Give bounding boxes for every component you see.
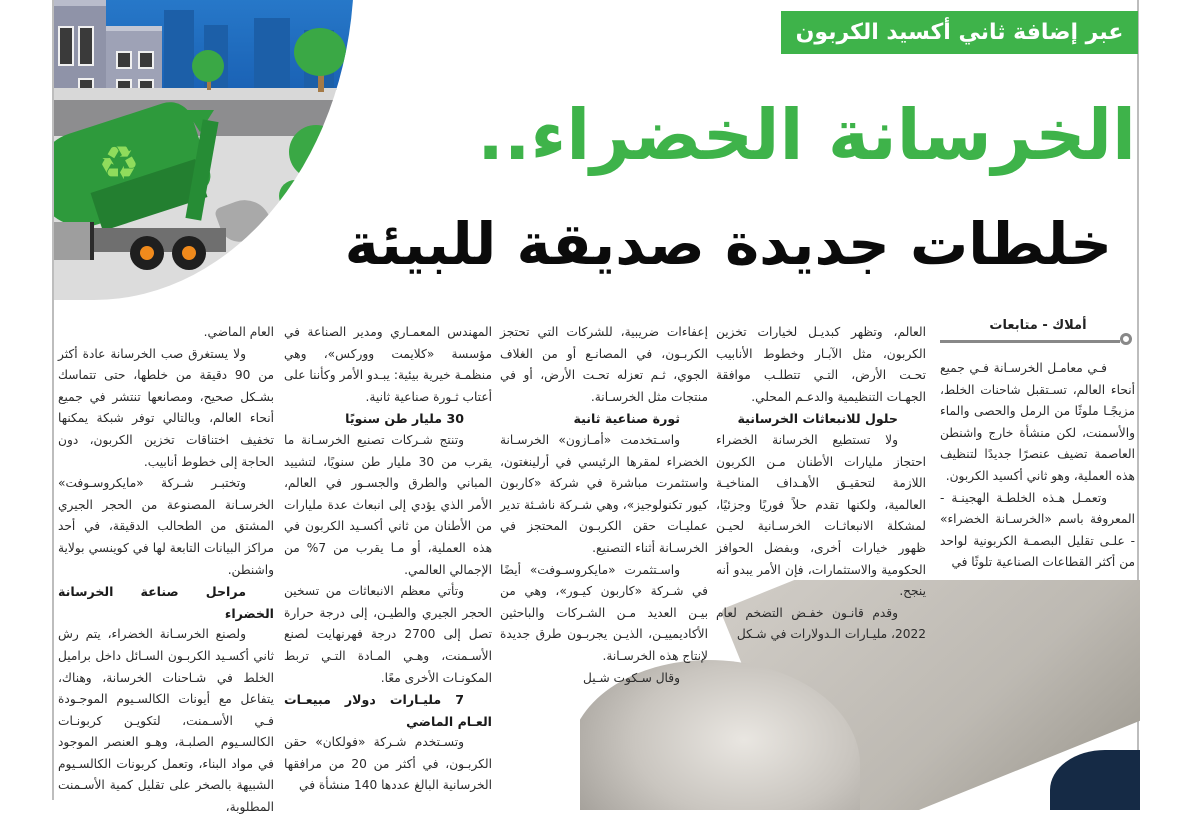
wheel-icon — [172, 236, 206, 270]
paragraph: وتختبـر شـركة «مايكروسـوفت» الخرسـانة المصنوعة من الحجر الجيري المشتق من الطحالب الدقيقة، في أحد مراكز البيانات التابعة لها في كوينسي بولاية واشنطن. — [58, 476, 274, 577]
paragraph: وتسـتخدم شـركة «فولكان» حقن الكربـون، في أكثر من 20 من مرافقها الخرسانية البالغ عددها 140 منشأة في — [284, 735, 492, 793]
tree-icon — [192, 50, 224, 82]
paragraph: المهندس المعمـاري ومدير الصناعة في مؤسسة «كلايمت ووركس»، وهي منظمـة خيرية بيئية: يبـدو الأمر وكأننا على أعتاب ثـورة صناعية ثانية. — [284, 325, 492, 404]
paragraph: وتنتج شـركات تصنيع الخرسـانة ما يقرب من 30 مليار طن سنويًا، لتشييد المباني والطرق والجسـور في العالم، الأمر الذي يؤدي إلى انبعاث عدة مليارات من الأطنان من ثاني أكسـيد الكربون في هذه العملية، أو مـا يقرب من 7% من الإجمالي العالمي. — [284, 432, 493, 577]
skyline-building — [164, 10, 194, 90]
paragraph: وقدم قانـون خفـض التضخم لعام 2022، مليـارات الـدولارات في شـكل — [716, 605, 926, 642]
paragraph: إعفاءات ضريبية، للشركات التي تحتجز الكربـون، في المصانـع أو من الغلاف الجوي، ثـم تعزله تحـت الأرض، أو في منتجات مثل الخرسـانة. — [500, 325, 708, 404]
paragraph: وتعمـل هـذه الخلطـة الهجينـة - المعروفة باسم «الخرسـانة الخضراء» - علـى تقليل البصمـة الكربونية لواحد من أكثر القطاعات الصناعية تلوثًا في — [940, 490, 1135, 570]
kicker-banner: عبر إضافة ثاني أكسيد الكربون — [781, 11, 1138, 54]
article-column-1 — [940, 358, 1135, 574]
article-column-2 — [716, 322, 926, 646]
tree-icon — [294, 28, 346, 76]
paragraph: ولا يستغرق صب الخرسانة عادة أكثر من 90 دقيقة من خلطها، حتى تتماسك بشـكل صحيح، ومصانعها تنتشر في جميع أنحاء العالم، وبالتالي توفر شبكة يمكنها تخفيف اختناقات تخزين الكربون، دون الحاجة إلى خطوط أنابيب. — [58, 346, 274, 469]
paragraph: العالم، وتظهر كبديـل لخيارات تخزين الكربون، مثل الآبـار وخطوط الأنابيب تحـت الأرض، التـي تتطلـب موافقة الجهـات التنظيمية والدعـم المحلي. — [716, 325, 926, 404]
wheel-icon — [130, 236, 164, 270]
paragraph: واسـتثمرت «مايكروسـوفت» أيضًا في شـركة «كاربون كيـور»، وهي من بيـن العديد مـن الشـركات والباحثين الأكاديمييـن، الذيـن يجربـون طرق جديدة لإنتاج هذه الخرسـانة. — [500, 562, 708, 663]
truck-cab — [54, 222, 94, 260]
paragraph: وقال سـكوت شـيل — [582, 670, 680, 685]
tree-icon — [279, 180, 311, 212]
paragraph: ولا تستطيع الخرسانة الخضراء احتجاز مليارات الأطنان مـن الكربون اللازمة لتحقيـق الأهـداف المناخيـة العالمية، ولكنها تقدم حلاً فوريًا وجزئيًا، لمشكلة الانبعاثـات الخرسـانية لحيـن ظهور خيارات أخرى، وبفضل الحوافز الحكومية والاستثمارات، فإن الأمر يبدو أنه ينجح. — [716, 432, 926, 599]
paragraph: العام الماضي. — [203, 325, 274, 339]
article-column-3 — [500, 322, 708, 689]
paragraph: ولصنع الخرسـانة الخضراء، يتم رش ثاني أكسـيد الكربـون السـائل داخل براميل الخلط في شـاحنات الخرسانة، وهناك، يتفاعل مع أيونات الكالسـيوم الموجـودة فـي الأسـمنت، لتكويـن كربونـات الكالسـيوم الصلبـة، وهـو العنصر الموجود في مواد البناء، وتعمل كربونات الكالسـيوم الشبيهة بالصخر على تقليل كمية الأسـمنت المطلوبة، — [58, 627, 274, 815]
photo-shadow — [1050, 750, 1140, 810]
byline-circle-icon — [1120, 333, 1132, 345]
subheading: مراحل صناعة الخرسانة الخضراء — [58, 584, 274, 621]
paragraph: فـي معامـل الخرسـانة فـي جميع أنحاء العالم، تسـتقبل شاحنات الخلط، مزيجًـا ملوثًا من الرمل والحصى والماء والأسمنت، لكن منشأة خارج واشنطن العاصمة تضيف عنصرًا جديدًا لتنظيف هذه العملية، وهو ثاني أكسيد الكربون. — [940, 361, 1135, 483]
subheading: ثورة صناعية ثانية — [573, 411, 680, 427]
paragraph: وتأتي معظم الانبعاثات من تسخين الحجر الجيري والطيـن، إلى درجة حرارة تصل إلى 2700 درجة فهرنهايت لصنع الأسـمنت، وهـي المـادة التـي تربط المكونـات الأخرى معًا. — [284, 584, 492, 685]
recycle-icon: ♻ — [98, 136, 140, 190]
headline-main: الخرسانة الخضراء.. — [477, 94, 1136, 176]
article-column-4 — [284, 322, 492, 797]
tree-icon — [289, 125, 343, 179]
subheading: 7 مليـارات دولار مبيعـات العـام الماضي — [284, 692, 492, 729]
byline-rule — [940, 340, 1120, 343]
subheading: 30 مليار طن سنويًا — [345, 411, 464, 427]
paragraph: واسـتخدمت «أمـازون» الخرسـانة الخضراء لمقرها الرئيسي في أرلينغتون، واستثمرت مباشرة في شركة «كاربون كيور تكنولوجيز»، وهي شـركة ناشـئة تدير عمليـات حقن الكربـون المحتجز في الخرسـانة أثناء التصنيع. — [500, 432, 708, 555]
headline-sub: خلطات جديدة صديقة للبيئة — [344, 210, 1112, 278]
subheading: حلول للانبعاثات الخرسانية — [737, 411, 898, 427]
cement-truck-illustration — [54, 0, 354, 300]
skyline-building — [254, 18, 290, 90]
article-column-5 — [58, 322, 274, 819]
byline: أملاك - متابعات — [989, 318, 1087, 333]
